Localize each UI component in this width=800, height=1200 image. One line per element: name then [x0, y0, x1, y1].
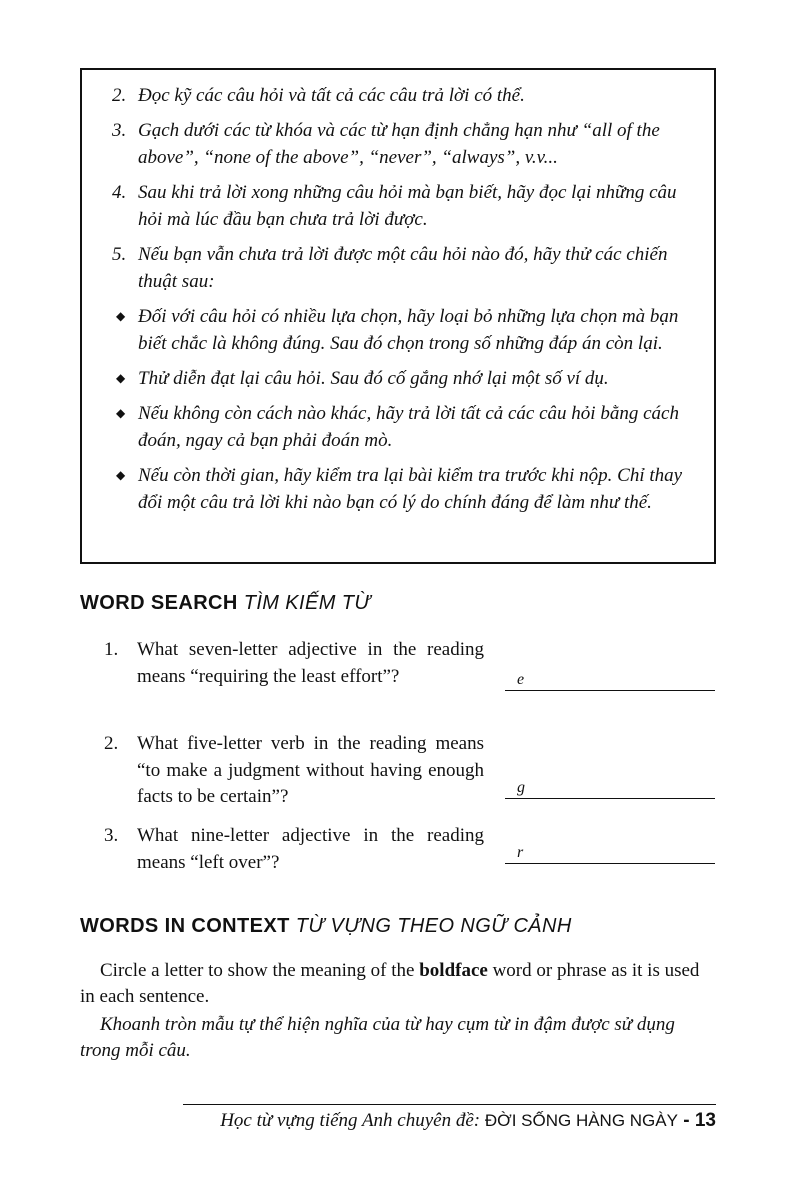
tip-item — [112, 117, 694, 171]
tip-text: Nếu còn thời gian, hãy kiểm tra lại bài kiểm tra trước khi nộp. Chỉ thay đổi một câu trả lời khi nào bạn có lý do chính đáng để làm như thế. — [138, 465, 683, 513]
page-footer — [220, 1110, 716, 1132]
bullet-diamond-icon: ◆ — [116, 468, 126, 482]
tip-item — [112, 462, 694, 516]
tip-item — [112, 82, 694, 109]
bullet-diamond-icon: ◆ — [116, 371, 126, 385]
instruction-bold-word: boldface — [419, 960, 488, 981]
word-search-title-vi: TÌM KIẾM TỪ — [243, 592, 371, 614]
tip-number: 2. — [112, 85, 127, 106]
question-text: What seven-letter adjective in the reading means “requiring the least effort”? — [137, 639, 484, 687]
tips-box — [80, 68, 716, 564]
tip-number: 5. — [112, 244, 127, 265]
answer-hint: r — [517, 844, 524, 861]
tip-text: Sau khi trả lời xong những câu hỏi mà bạn biết, hãy đọc lại những câu hỏi mà lúc đầu bạn chưa trả lời được. — [138, 182, 677, 230]
tips-list — [112, 82, 694, 516]
tip-item — [112, 179, 694, 233]
question-number: 1. — [104, 639, 119, 660]
question-number: 2. — [104, 733, 119, 754]
tip-item — [112, 241, 694, 295]
tip-text: Nếu bạn vẫn chưa trả lời được một câu hỏi nào đó, hãy thử các chiến thuật sau: — [138, 244, 668, 292]
words-in-context-title-en: WORDS IN CONTEXT — [80, 915, 290, 937]
bullet-diamond-icon: ◆ — [116, 406, 126, 420]
answer-line-3[interactable] — [505, 843, 715, 864]
instruction-text: Circle a letter to show the meaning of the — [100, 960, 420, 981]
question-1 — [104, 637, 484, 690]
question-3 — [104, 823, 484, 876]
answer-hint: e — [517, 671, 525, 688]
answer-line-1[interactable] — [505, 670, 715, 691]
footer-topic: ĐỜI SỐNG HÀNG NGÀY — [484, 1111, 678, 1130]
instruction-vi: Khoanh tròn mẫu tự thể hiện nghĩa của từ hay cụm từ in đậm được sử dụng trong mỗi câu. — [80, 1014, 675, 1061]
word-search-title-en: WORD SEARCH — [80, 592, 238, 614]
word-search-heading — [80, 592, 371, 615]
footer-separator: - — [677, 1110, 695, 1131]
tip-text: Gạch dưới các từ khóa và các từ hạn định chẳng hạn như “all of the above”, “none of the above”, “never”, “always”, v.v... — [138, 120, 660, 168]
instruction-en — [80, 958, 716, 1010]
tip-text: Đọc kỹ các câu hỏi và tất cả các câu trả lời có thể. — [138, 85, 525, 106]
tip-item — [112, 365, 694, 392]
tip-text: Nếu không còn cách nào khác, hãy trả lời tất cả các câu hỏi bằng cách đoán, ngay cả bạn phải đoán mò. — [138, 403, 679, 451]
tip-text: Thử diễn đạt lại câu hỏi. Sau đó cố gắng nhớ lại một số ví dụ. — [138, 368, 609, 389]
bullet-diamond-icon: ◆ — [116, 309, 126, 323]
words-in-context-title-vi: TỪ VỰNG THEO NGỮ CẢNH — [295, 915, 572, 937]
answer-line-2[interactable] — [505, 778, 715, 799]
question-text: What five-letter verb in the reading means “to make a judgment without having enough facts to be certain”? — [137, 733, 484, 807]
footer-book-title: Học từ vựng tiếng Anh chuyên đề: — [220, 1110, 485, 1131]
tip-number: 4. — [112, 182, 127, 203]
question-number: 3. — [104, 825, 119, 846]
question-text: What nine-letter adjective in the reading means “left over”? — [137, 825, 484, 873]
page-number: 13 — [694, 1110, 716, 1131]
footer-divider — [183, 1104, 716, 1105]
tip-item — [112, 303, 694, 357]
question-2 — [104, 731, 484, 811]
words-in-context-heading — [80, 915, 572, 938]
tip-number: 3. — [112, 120, 127, 141]
tip-text: Đối với câu hỏi có nhiều lựa chọn, hãy loại bỏ những lựa chọn mà bạn biết chắc là không đúng. Sau đó chọn trong số những đáp án còn lại. — [138, 306, 679, 354]
tip-item — [112, 400, 694, 454]
answer-hint: g — [517, 779, 525, 796]
instruction-text: word or phrase as it is used in each sentence. — [80, 960, 700, 1007]
